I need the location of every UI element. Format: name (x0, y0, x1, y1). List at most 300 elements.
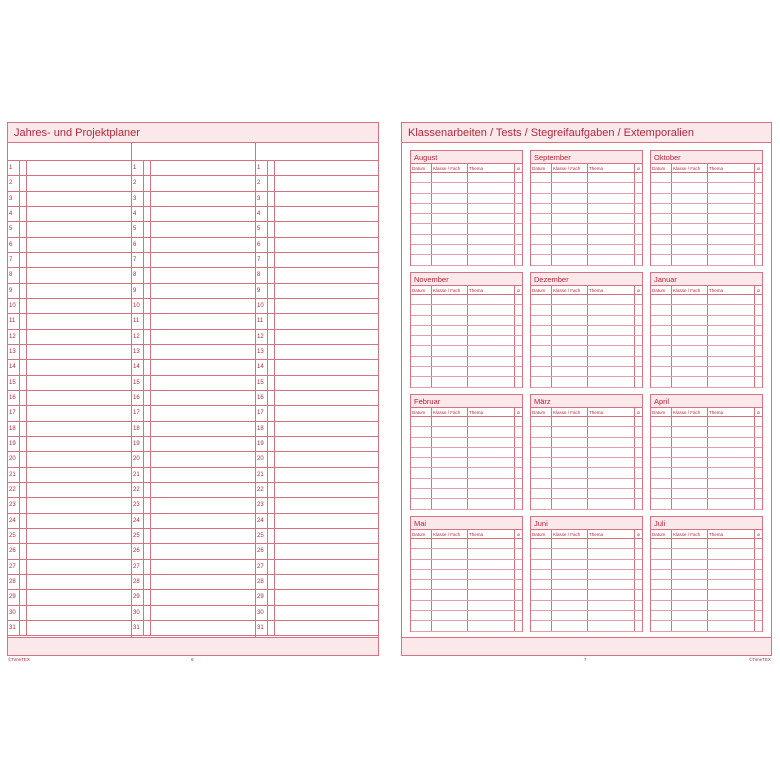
planner-row[interactable] (132, 192, 255, 207)
entry-cell[interactable] (432, 377, 468, 386)
entry-cell[interactable] (531, 448, 552, 457)
entry-cell[interactable] (552, 224, 588, 233)
entry-cell[interactable] (635, 448, 642, 457)
entry-row[interactable] (411, 367, 522, 377)
entry-cell[interactable] (552, 438, 588, 447)
planner-column-header[interactable] (256, 143, 379, 161)
entry-cell[interactable] (552, 255, 588, 264)
entry-cell[interactable] (708, 336, 755, 345)
entry-row[interactable] (531, 357, 642, 367)
entry-cell[interactable] (672, 570, 708, 579)
entry-cell[interactable] (588, 357, 635, 366)
weekday-cell[interactable] (267, 345, 275, 359)
entry-cell[interactable] (515, 367, 522, 376)
entry-cell[interactable] (588, 448, 635, 457)
entry-cell[interactable] (755, 295, 762, 304)
entry-row[interactable] (531, 346, 642, 356)
weekday-cell[interactable] (267, 422, 275, 436)
entry-cell[interactable] (588, 499, 635, 508)
entry-cell[interactable] (411, 438, 432, 447)
entry-row[interactable] (651, 194, 762, 204)
weekday-cell[interactable] (19, 560, 27, 574)
entry-cell[interactable] (515, 326, 522, 335)
entry-cell[interactable] (468, 183, 515, 192)
entry-row[interactable] (411, 305, 522, 315)
entry-cell[interactable] (672, 499, 708, 508)
entry-cell[interactable] (515, 549, 522, 558)
weekday-cell[interactable] (143, 575, 151, 589)
entry-cell[interactable] (588, 489, 635, 498)
planner-row[interactable] (132, 621, 255, 636)
entry-cell[interactable] (552, 580, 588, 589)
entry-cell[interactable] (411, 305, 432, 314)
planner-row[interactable] (8, 314, 131, 329)
entry-cell[interactable] (755, 611, 762, 620)
entry-cell[interactable] (531, 295, 552, 304)
entry-cell[interactable] (411, 245, 432, 254)
planner-row[interactable] (132, 422, 255, 437)
entry-cell[interactable] (672, 204, 708, 213)
entry-cell[interactable] (588, 367, 635, 376)
entry-row[interactable] (651, 295, 762, 305)
entry-row[interactable] (651, 224, 762, 234)
weekday-cell[interactable] (143, 544, 151, 558)
entry-cell[interactable] (672, 173, 708, 182)
entry-cell[interactable] (531, 367, 552, 376)
weekday-cell[interactable] (143, 284, 151, 298)
entry-cell[interactable] (552, 173, 588, 182)
weekday-cell[interactable] (267, 590, 275, 604)
planner-row[interactable] (132, 590, 255, 605)
entry-cell[interactable] (755, 601, 762, 610)
entry-row[interactable] (651, 326, 762, 336)
entry-cell[interactable] (755, 346, 762, 355)
entry-cell[interactable] (708, 489, 755, 498)
weekday-cell[interactable] (267, 299, 275, 313)
entry-cell[interactable] (552, 336, 588, 345)
entry-cell[interactable] (708, 305, 755, 314)
planner-row[interactable] (256, 560, 379, 575)
entry-row[interactable] (531, 539, 642, 549)
planner-row[interactable] (256, 606, 379, 621)
weekday-cell[interactable] (143, 468, 151, 482)
entry-row[interactable] (651, 570, 762, 580)
weekday-cell[interactable] (143, 560, 151, 574)
entry-cell[interactable] (411, 316, 432, 325)
planner-row[interactable] (8, 422, 131, 437)
entry-cell[interactable] (432, 468, 468, 477)
weekday-cell[interactable] (19, 621, 27, 635)
entry-cell[interactable] (531, 255, 552, 264)
weekday-cell[interactable] (19, 468, 27, 482)
entry-row[interactable] (411, 346, 522, 356)
planner-row[interactable] (132, 253, 255, 268)
weekday-cell[interactable] (267, 575, 275, 589)
entry-row[interactable] (651, 336, 762, 346)
planner-row[interactable] (132, 268, 255, 283)
planner-row[interactable] (8, 284, 131, 299)
entry-cell[interactable] (635, 377, 642, 386)
entry-row[interactable] (531, 214, 642, 224)
weekday-cell[interactable] (19, 529, 27, 543)
entry-cell[interactable] (432, 194, 468, 203)
entry-cell[interactable] (755, 448, 762, 457)
entry-row[interactable] (531, 458, 642, 468)
weekday-cell[interactable] (19, 176, 27, 190)
planner-row[interactable] (8, 406, 131, 421)
planner-row[interactable] (8, 391, 131, 406)
entry-cell[interactable] (672, 245, 708, 254)
entry-cell[interactable] (755, 214, 762, 223)
entry-cell[interactable] (708, 357, 755, 366)
entry-cell[interactable] (708, 560, 755, 569)
entry-cell[interactable] (432, 357, 468, 366)
planner-row[interactable] (8, 207, 131, 222)
entry-row[interactable] (531, 377, 642, 387)
entry-cell[interactable] (635, 611, 642, 620)
entry-cell[interactable] (651, 417, 672, 426)
entry-cell[interactable] (635, 346, 642, 355)
entry-row[interactable] (411, 377, 522, 387)
planner-row[interactable] (8, 468, 131, 483)
weekday-cell[interactable] (143, 238, 151, 252)
entry-cell[interactable] (515, 479, 522, 488)
planner-row[interactable] (256, 176, 379, 191)
entry-cell[interactable] (588, 295, 635, 304)
weekday-cell[interactable] (19, 544, 27, 558)
entry-cell[interactable] (468, 255, 515, 264)
entry-cell[interactable] (588, 194, 635, 203)
entry-cell[interactable] (708, 580, 755, 589)
planner-row[interactable] (132, 299, 255, 314)
planner-row[interactable] (8, 529, 131, 544)
weekday-cell[interactable] (143, 514, 151, 528)
entry-cell[interactable] (552, 417, 588, 426)
entry-row[interactable] (411, 539, 522, 549)
entry-row[interactable] (651, 580, 762, 590)
entry-row[interactable] (531, 590, 642, 600)
weekday-cell[interactable] (19, 314, 27, 328)
entry-row[interactable] (411, 235, 522, 245)
weekday-cell[interactable] (267, 560, 275, 574)
entry-cell[interactable] (635, 438, 642, 447)
entry-cell[interactable] (432, 336, 468, 345)
entry-row[interactable] (531, 305, 642, 315)
entry-cell[interactable] (552, 194, 588, 203)
entry-cell[interactable] (755, 438, 762, 447)
entry-row[interactable] (651, 458, 762, 468)
entry-cell[interactable] (552, 611, 588, 620)
entry-cell[interactable] (651, 549, 672, 558)
entry-cell[interactable] (432, 346, 468, 355)
entry-cell[interactable] (411, 417, 432, 426)
entry-cell[interactable] (468, 499, 515, 508)
entry-cell[interactable] (411, 326, 432, 335)
planner-row[interactable] (8, 606, 131, 621)
entry-cell[interactable] (432, 224, 468, 233)
planner-row[interactable] (256, 544, 379, 559)
entry-cell[interactable] (635, 621, 642, 630)
entry-row[interactable] (651, 173, 762, 183)
weekday-cell[interactable] (19, 483, 27, 497)
entry-cell[interactable] (411, 489, 432, 498)
entry-cell[interactable] (755, 489, 762, 498)
planner-row[interactable] (256, 238, 379, 253)
entry-row[interactable] (531, 326, 642, 336)
entry-cell[interactable] (755, 621, 762, 630)
weekday-cell[interactable] (19, 299, 27, 313)
planner-row[interactable] (132, 314, 255, 329)
planner-row[interactable] (256, 192, 379, 207)
weekday-cell[interactable] (143, 621, 151, 635)
planner-row[interactable] (256, 575, 379, 590)
entry-cell[interactable] (755, 427, 762, 436)
weekday-cell[interactable] (143, 391, 151, 405)
entry-cell[interactable] (588, 427, 635, 436)
entry-cell[interactable] (411, 336, 432, 345)
entry-row[interactable] (531, 336, 642, 346)
weekday-cell[interactable] (19, 606, 27, 620)
entry-row[interactable] (531, 560, 642, 570)
entry-cell[interactable] (531, 468, 552, 477)
entry-cell[interactable] (651, 560, 672, 569)
entry-cell[interactable] (531, 601, 552, 610)
planner-row[interactable] (132, 406, 255, 421)
planner-row[interactable] (8, 222, 131, 237)
entry-row[interactable] (411, 417, 522, 427)
entry-cell[interactable] (708, 326, 755, 335)
planner-row[interactable] (256, 483, 379, 498)
entry-cell[interactable] (588, 417, 635, 426)
entry-cell[interactable] (531, 173, 552, 182)
entry-cell[interactable] (635, 479, 642, 488)
entry-cell[interactable] (672, 214, 708, 223)
entry-cell[interactable] (515, 336, 522, 345)
planner-row[interactable] (132, 207, 255, 222)
entry-cell[interactable] (531, 479, 552, 488)
entry-row[interactable] (411, 438, 522, 448)
planner-row[interactable] (256, 161, 379, 176)
entry-cell[interactable] (708, 539, 755, 548)
entry-cell[interactable] (708, 438, 755, 447)
entry-cell[interactable] (755, 417, 762, 426)
entry-cell[interactable] (588, 173, 635, 182)
entry-row[interactable] (651, 367, 762, 377)
entry-cell[interactable] (588, 479, 635, 488)
entry-cell[interactable] (708, 590, 755, 599)
entry-cell[interactable] (432, 255, 468, 264)
planner-row[interactable] (256, 207, 379, 222)
entry-row[interactable] (411, 173, 522, 183)
entry-cell[interactable] (515, 438, 522, 447)
entry-row[interactable] (531, 235, 642, 245)
entry-cell[interactable] (672, 539, 708, 548)
entry-row[interactable] (531, 611, 642, 621)
entry-cell[interactable] (651, 255, 672, 264)
entry-cell[interactable] (468, 448, 515, 457)
entry-row[interactable] (531, 489, 642, 499)
entry-row[interactable] (411, 357, 522, 367)
entry-cell[interactable] (588, 580, 635, 589)
planner-row[interactable] (132, 468, 255, 483)
entry-cell[interactable] (515, 427, 522, 436)
weekday-cell[interactable] (143, 422, 151, 436)
entry-row[interactable] (531, 173, 642, 183)
entry-cell[interactable] (651, 539, 672, 548)
planner-row[interactable] (8, 498, 131, 513)
planner-row[interactable] (132, 560, 255, 575)
entry-cell[interactable] (552, 305, 588, 314)
entry-cell[interactable] (515, 448, 522, 457)
entry-row[interactable] (531, 448, 642, 458)
weekday-cell[interactable] (19, 590, 27, 604)
weekday-cell[interactable] (267, 207, 275, 221)
entry-cell[interactable] (515, 611, 522, 620)
entry-cell[interactable] (755, 224, 762, 233)
entry-cell[interactable] (651, 499, 672, 508)
entry-cell[interactable] (531, 590, 552, 599)
entry-cell[interactable] (651, 295, 672, 304)
entry-cell[interactable] (755, 245, 762, 254)
entry-cell[interactable] (651, 427, 672, 436)
entry-row[interactable] (411, 621, 522, 631)
planner-row[interactable] (256, 299, 379, 314)
entry-cell[interactable] (552, 235, 588, 244)
entry-cell[interactable] (672, 295, 708, 304)
planner-row[interactable] (8, 360, 131, 375)
entry-row[interactable] (531, 479, 642, 489)
weekday-cell[interactable] (19, 376, 27, 390)
entry-row[interactable] (411, 590, 522, 600)
entry-cell[interactable] (432, 479, 468, 488)
entry-cell[interactable] (635, 489, 642, 498)
entry-cell[interactable] (432, 204, 468, 213)
entry-cell[interactable] (515, 357, 522, 366)
entry-row[interactable] (411, 458, 522, 468)
entry-cell[interactable] (588, 458, 635, 467)
weekday-cell[interactable] (267, 253, 275, 267)
entry-cell[interactable] (515, 235, 522, 244)
entry-cell[interactable] (672, 255, 708, 264)
entry-cell[interactable] (672, 427, 708, 436)
entry-cell[interactable] (531, 194, 552, 203)
entry-cell[interactable] (468, 173, 515, 182)
entry-cell[interactable] (708, 479, 755, 488)
planner-row[interactable] (132, 376, 255, 391)
entry-row[interactable] (531, 438, 642, 448)
planner-row[interactable] (132, 238, 255, 253)
entry-cell[interactable] (468, 539, 515, 548)
entry-cell[interactable] (515, 173, 522, 182)
entry-cell[interactable] (635, 580, 642, 589)
entry-cell[interactable] (588, 204, 635, 213)
entry-cell[interactable] (468, 417, 515, 426)
entry-row[interactable] (531, 194, 642, 204)
entry-cell[interactable] (432, 235, 468, 244)
weekday-cell[interactable] (267, 529, 275, 543)
entry-cell[interactable] (672, 357, 708, 366)
entry-cell[interactable] (755, 305, 762, 314)
entry-cell[interactable] (552, 479, 588, 488)
entry-row[interactable] (531, 245, 642, 255)
entry-cell[interactable] (531, 417, 552, 426)
entry-cell[interactable] (552, 621, 588, 630)
entry-cell[interactable] (552, 204, 588, 213)
entry-cell[interactable] (531, 570, 552, 579)
entry-cell[interactable] (468, 601, 515, 610)
weekday-cell[interactable] (19, 391, 27, 405)
entry-cell[interactable] (651, 438, 672, 447)
entry-cell[interactable] (468, 245, 515, 254)
entry-cell[interactable] (651, 336, 672, 345)
entry-cell[interactable] (588, 560, 635, 569)
entry-row[interactable] (531, 183, 642, 193)
planner-row[interactable] (256, 437, 379, 452)
weekday-cell[interactable] (143, 299, 151, 313)
entry-cell[interactable] (588, 255, 635, 264)
weekday-cell[interactable] (143, 437, 151, 451)
entry-cell[interactable] (755, 255, 762, 264)
entry-cell[interactable] (708, 183, 755, 192)
weekday-cell[interactable] (143, 161, 151, 175)
planner-row[interactable] (132, 360, 255, 375)
entry-row[interactable] (411, 316, 522, 326)
weekday-cell[interactable] (143, 406, 151, 420)
entry-row[interactable] (651, 235, 762, 245)
entry-row[interactable] (651, 621, 762, 631)
entry-cell[interactable] (468, 560, 515, 569)
entry-cell[interactable] (552, 468, 588, 477)
planner-row[interactable] (256, 529, 379, 544)
entry-row[interactable] (651, 499, 762, 509)
entry-cell[interactable] (515, 214, 522, 223)
entry-cell[interactable] (411, 346, 432, 355)
entry-row[interactable] (651, 611, 762, 621)
entry-row[interactable] (411, 580, 522, 590)
planner-row[interactable] (256, 330, 379, 345)
entry-cell[interactable] (635, 326, 642, 335)
entry-cell[interactable] (411, 224, 432, 233)
entry-cell[interactable] (651, 326, 672, 335)
entry-cell[interactable] (651, 580, 672, 589)
weekday-cell[interactable] (267, 314, 275, 328)
entry-cell[interactable] (635, 458, 642, 467)
entry-cell[interactable] (651, 235, 672, 244)
planner-row[interactable] (256, 452, 379, 467)
entry-row[interactable] (651, 245, 762, 255)
entry-row[interactable] (651, 560, 762, 570)
entry-row[interactable] (531, 224, 642, 234)
entry-cell[interactable] (468, 489, 515, 498)
entry-cell[interactable] (708, 468, 755, 477)
entry-cell[interactable] (672, 346, 708, 355)
weekday-cell[interactable] (19, 437, 27, 451)
entry-cell[interactable] (651, 183, 672, 192)
planner-row[interactable] (8, 575, 131, 590)
entry-cell[interactable] (468, 438, 515, 447)
entry-cell[interactable] (432, 560, 468, 569)
entry-cell[interactable] (755, 549, 762, 558)
entry-cell[interactable] (588, 621, 635, 630)
entry-cell[interactable] (432, 489, 468, 498)
entry-row[interactable] (531, 570, 642, 580)
entry-cell[interactable] (432, 621, 468, 630)
entry-cell[interactable] (708, 570, 755, 579)
planner-row[interactable] (8, 514, 131, 529)
entry-cell[interactable] (635, 245, 642, 254)
entry-cell[interactable] (531, 427, 552, 436)
entry-cell[interactable] (708, 295, 755, 304)
